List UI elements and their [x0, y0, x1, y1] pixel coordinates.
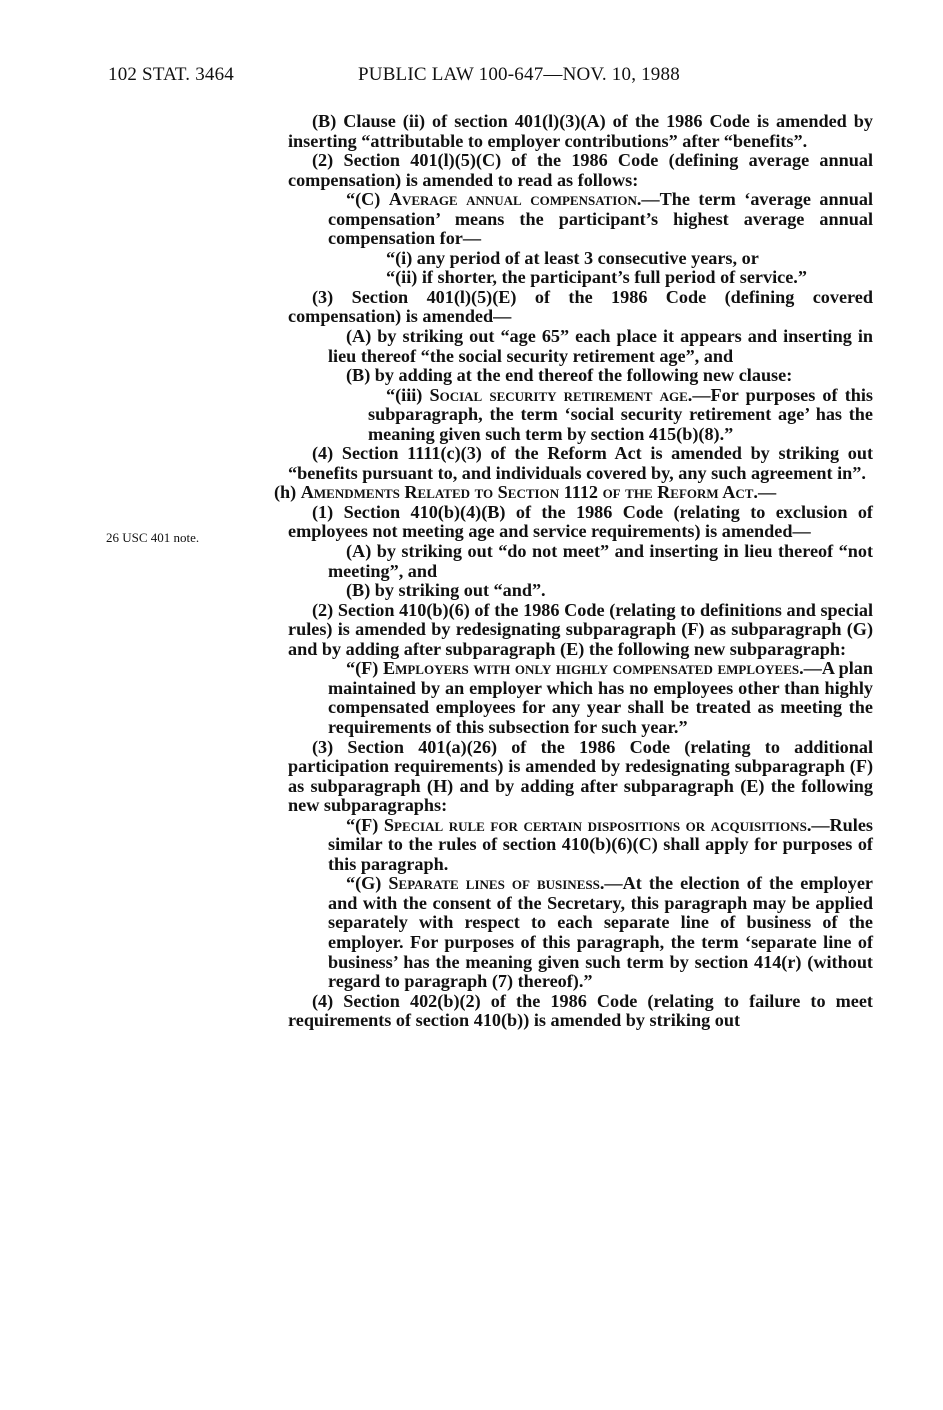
paragraph: (4) Section 1111(c)(3) of the Reform Act is amended by striking out “benefits pursuant to, and individuals covered by, any such agreement in”.	[288, 443, 873, 483]
paragraph: (1) Section 410(b)(4)(B) of the 1986 Code (relating to exclusion of employees not meeting age and service requirements) is amended—	[288, 501, 873, 542]
paragraph	[288, 386, 873, 445]
paragraph: (4) Section 402(b)(2) of the 1986 Code (relating to failure to meet requirements of section 410(b)) is amended by striking out	[288, 990, 873, 1031]
section-heading: Average annual compensation	[388, 189, 637, 210]
paragraph	[288, 190, 873, 249]
paragraph: (2) Section 401(l)(5)(C) of the 1986 Code (defining average annual compensation) is amended to read as follows:	[288, 150, 873, 190]
paragraph-text: .—Rules similar to the rules of section 410(b)(6)(C) shall apply for purposes of this paragraph.	[328, 814, 873, 874]
paragraph	[288, 874, 873, 991]
paragraph-text: .—	[753, 482, 777, 503]
paragraph	[274, 482, 873, 503]
paragraph: (A) by striking out “age 65” each place it appears and inserting in lieu thereof “the social security retirement age”, and	[328, 326, 873, 366]
section-heading: of the Reform Act	[602, 482, 754, 503]
paragraph-open: “(G)	[346, 873, 389, 894]
paragraph: “(i) any period of at least 3 consecutive years, or	[386, 247, 759, 268]
paragraph-open: “(F)	[346, 658, 383, 679]
paragraph-text: .—The term ‘average annual compensation’ means the participant’s highest average annual compensation for—	[328, 189, 873, 249]
section-heading: Special rule for certain dispositions or acquisitions	[383, 814, 807, 835]
paragraph	[288, 659, 873, 737]
running-title: PUBLIC LAW 100-647—NOV. 10, 1988	[358, 64, 680, 85]
paragraph-open: (h)	[274, 482, 301, 503]
stat-page-number: 102 STAT. 3464	[108, 64, 235, 85]
section-heading: Employers with only highly compensated employees	[382, 658, 800, 679]
section-heading: Separate lines of business	[388, 873, 600, 894]
paragraph: (2) Section 410(b)(6) of the 1986 Code (relating to definitions and special rules) is amended by redesignating subparagraph (F) as subparagraph (G) and by adding after subparagraph (E) the following new subparagraph:	[288, 599, 873, 659]
paragraph-open: “(C)	[346, 189, 389, 210]
section-heading: Amendments Related to Section	[300, 482, 560, 503]
paragraph-open: “(F)	[346, 814, 384, 835]
paragraph: (B) by striking out “and”.	[346, 580, 546, 601]
law-text	[274, 111, 874, 1031]
margin-note: 26 USC 401 note.	[106, 530, 200, 545]
section-heading: Social security retirement age	[429, 384, 688, 405]
paragraph: (B) by adding at the end thereof the following new clause:	[346, 365, 793, 386]
paragraph-open: “(iii)	[386, 384, 430, 405]
paragraph: (3) Section 401(l)(5)(E) of the 1986 Code (defining covered compensation) is amended—	[288, 286, 873, 327]
paragraph-text: .—For purposes of this subparagraph, the term ‘social security retirement age’ has the meaning given such term by section 415(b)(8).”	[368, 384, 874, 444]
paragraph	[288, 816, 873, 875]
paragraph: (B) Clause (ii) of section 401(l)(3)(A) of the 1986 Code is amended by inserting “attributable to employer contributions” after “benefits”.	[288, 111, 873, 151]
paragraph-text: .—A plan maintained by an employer which has no employees other than highly compensated employees for any year shall be treated as meeting the requirements of this subsection for such year.”	[328, 658, 873, 737]
paragraph: (3) Section 401(a)(26) of the 1986 Code (relating to additional participation requirements) is amended by redesignating subparagraph (F) as subparagraph (H) and by adding after subparagraph (E) the following new subparagraphs:	[288, 736, 873, 816]
paragraph: (A) by striking out “do not meet” and inserting in lieu thereof “not meeting”, and	[328, 541, 873, 581]
paragraph: “(ii) if shorter, the participant’s full period of service.”	[386, 267, 807, 288]
section-number: 1112	[559, 482, 603, 503]
paragraph-text: .—At the election of the employer and with the consent of the Secretary, this paragraph may be applied separately with respect to each separate line of business of the employer. For purposes of this paragraph, the term ‘separate line of business’ has the meaning given such term by section 414(r) (without regard to paragraph (7) thereof).”	[328, 873, 873, 992]
